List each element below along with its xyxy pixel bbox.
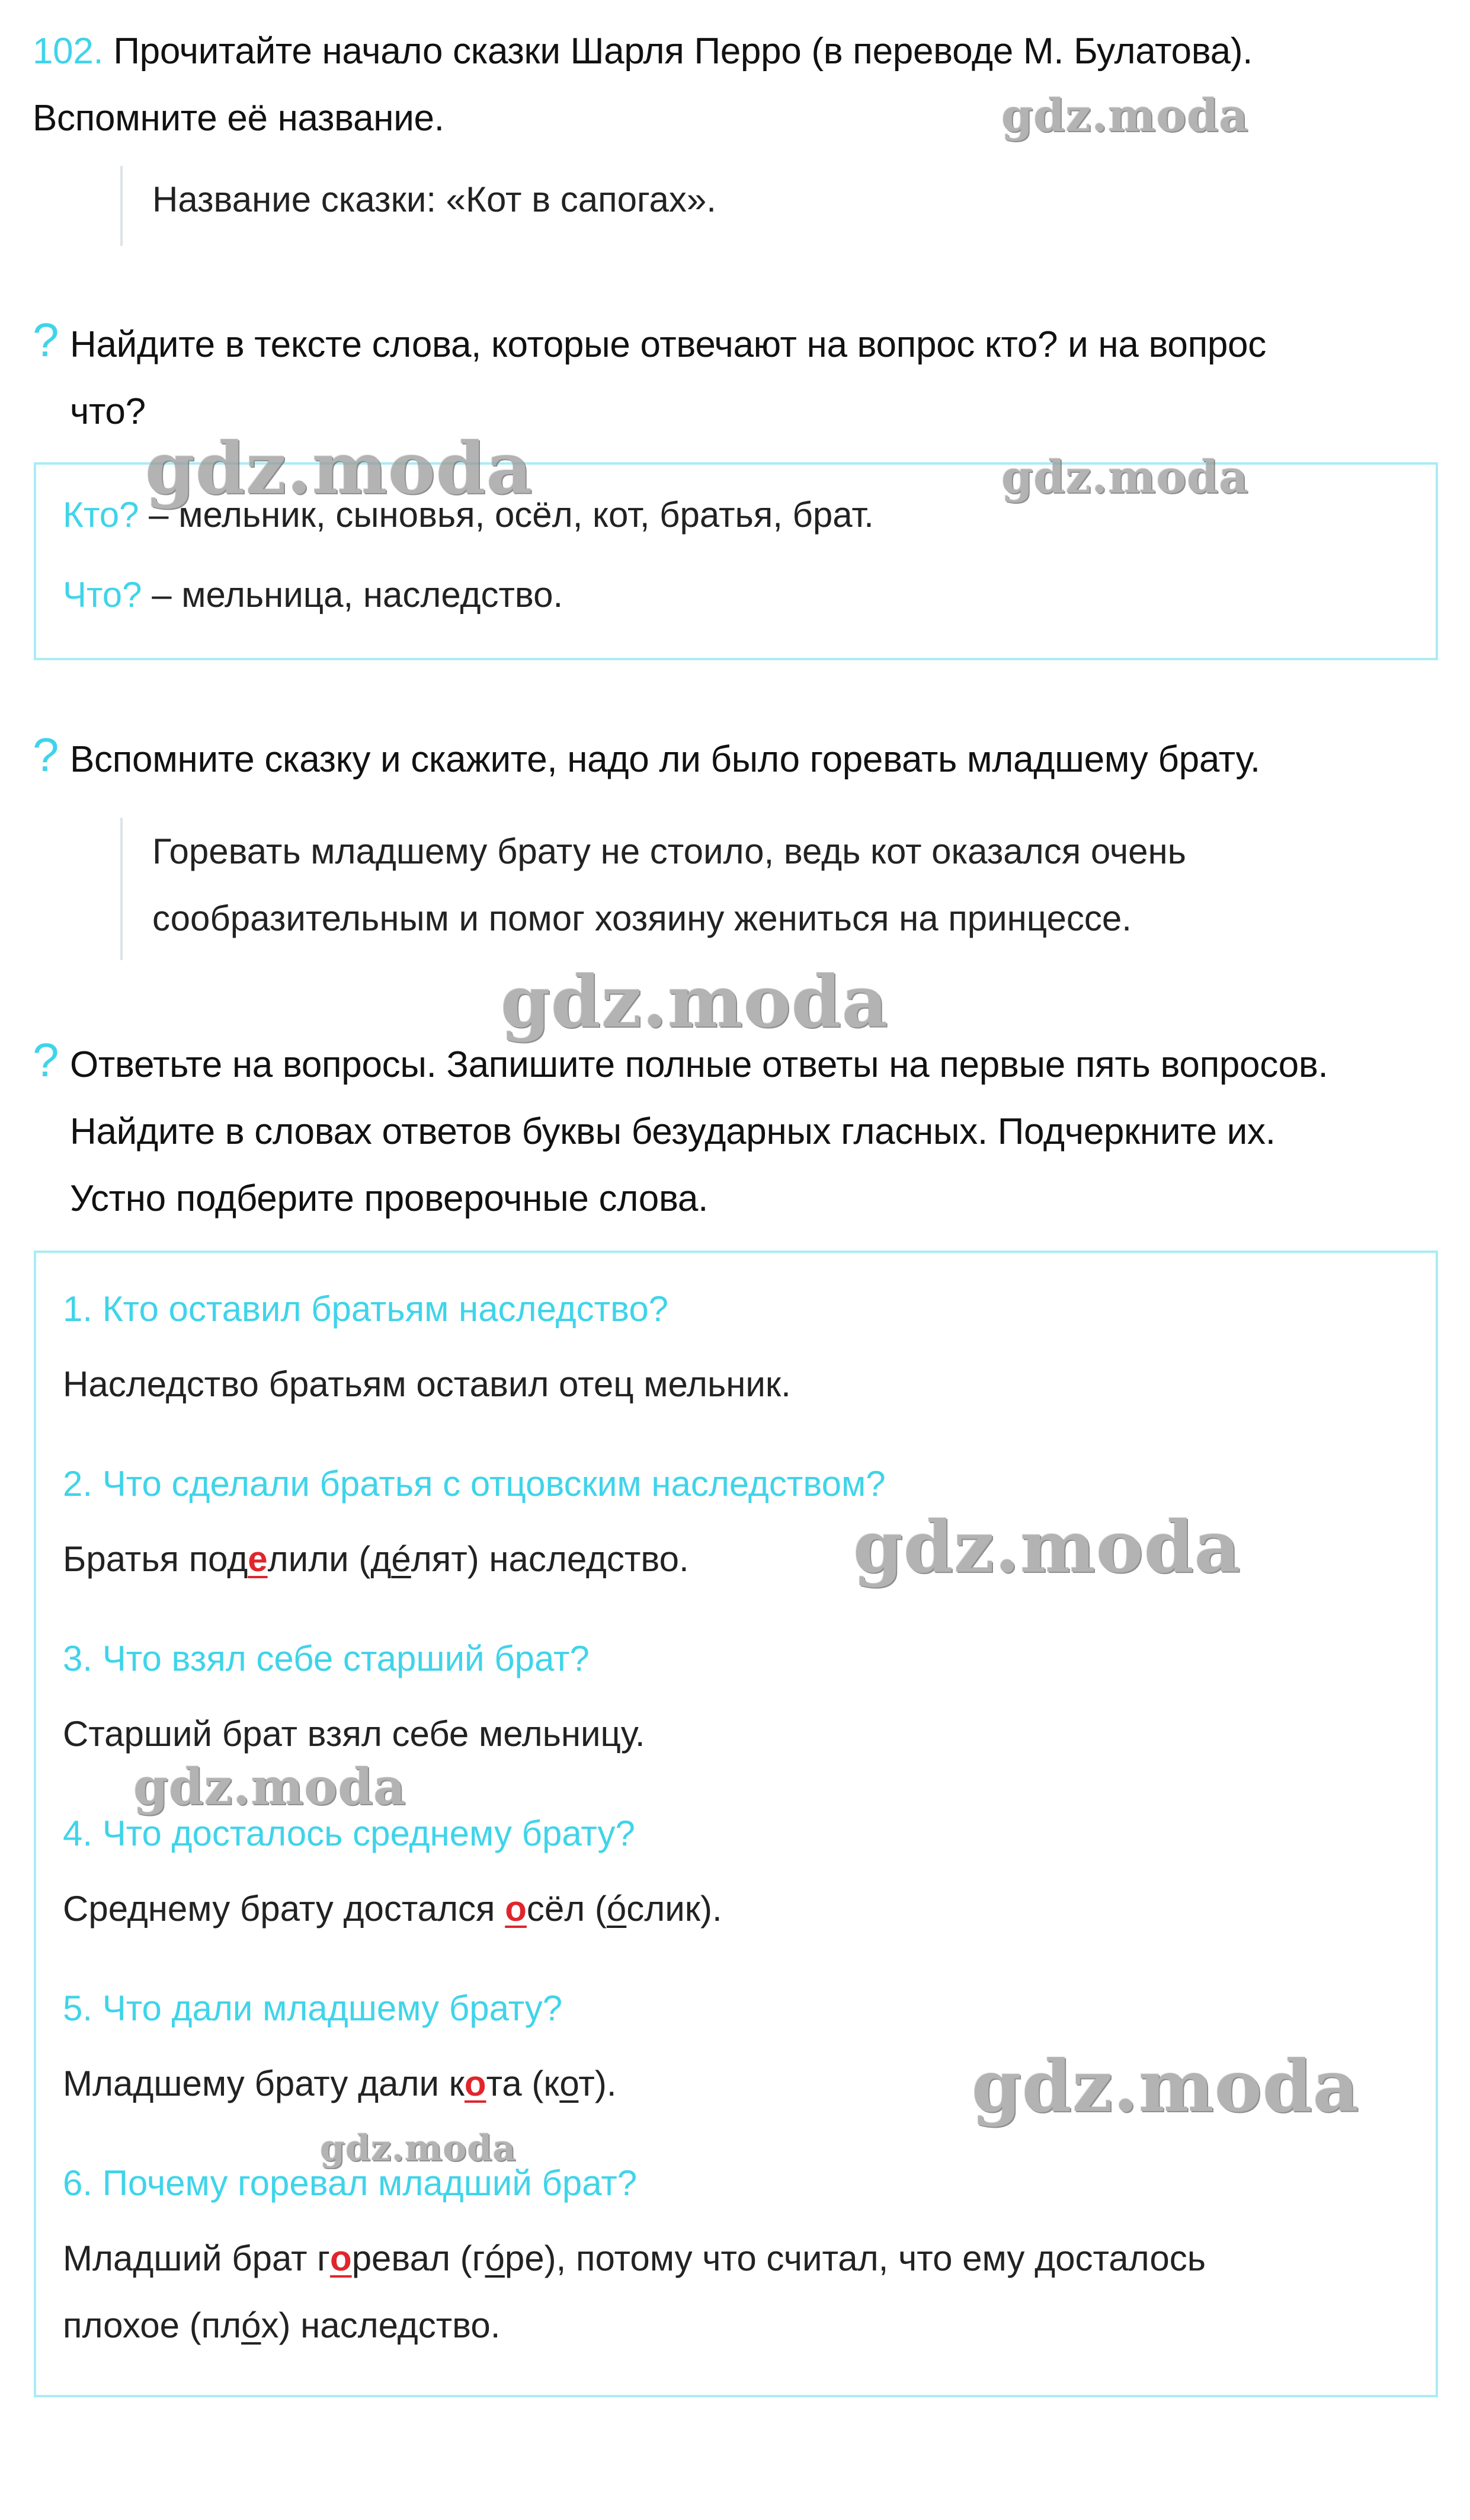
answer-2-line1: Горевать младшему брату не стоило, ведь кот оказался очень xyxy=(152,832,1186,871)
check-vowel: ó xyxy=(241,2305,261,2345)
check-vowel: é xyxy=(391,1539,411,1579)
qa-question-5: 5. Что дали младшему брату? xyxy=(63,1988,563,2028)
unstressed-vowel: о xyxy=(330,2238,352,2278)
qa-question-3: 3. Что взял себе старший брат? xyxy=(63,1639,590,1678)
answer-text: ревал (г xyxy=(351,2238,485,2278)
qa-question-6: 6. Почему горевал младший брат? xyxy=(63,2163,638,2203)
unstressed-vowel: е xyxy=(248,1539,268,1579)
check-vowel: ó xyxy=(485,2238,505,2278)
unstressed-vowel: о xyxy=(464,2064,486,2103)
unstressed-vowel: о xyxy=(505,1889,527,1929)
watermark: gdz.moda xyxy=(1001,450,1249,503)
question-3 xyxy=(0,1031,1470,1239)
answer-text: лили (д xyxy=(267,1539,392,1579)
watermark: gdz.moda xyxy=(320,2128,517,2169)
watermark: gdz.moda xyxy=(853,1505,1241,1589)
answer-title-quote xyxy=(120,166,716,246)
watermark: gdz.moda xyxy=(501,960,889,1044)
answer-2-line2: сообразительным и помог хозяину жениться на принцессе. xyxy=(152,898,1132,938)
task-text-line2: Вспомните её название. xyxy=(33,98,444,139)
qa-answer-4 xyxy=(63,1875,1390,1942)
question-1-line1: Найдите в тексте слова, которые отвечают на вопрос кто? и на вопрос xyxy=(70,324,1266,365)
question-mark-icon: ? xyxy=(33,728,59,781)
question-3-line3: Устно подберите проверочные слова. xyxy=(70,1178,709,1219)
answer-title-text: Название сказки: «Кот в сапогах». xyxy=(152,180,716,219)
answer-box-qa xyxy=(34,1251,1438,2397)
watermark: gdz.moda xyxy=(1001,89,1249,142)
qa-question-4: 4. Что досталось среднему брату? xyxy=(63,1814,635,1853)
answer-text: Младшему брату дали к xyxy=(63,2064,465,2103)
answer-text: слик). xyxy=(626,1889,722,1929)
answer-2-quote xyxy=(120,818,1186,960)
question-1-line2: что? xyxy=(70,391,146,432)
answer-text: та (к xyxy=(486,2064,560,2103)
task-text-line1: Прочитайте начало сказки Шарля Перро (в переводе М. Булатова). xyxy=(113,31,1253,72)
qa-answer-3: Старший брат взял себе мельницу. xyxy=(63,1714,645,1754)
answer-text: плохое (пл xyxy=(63,2305,242,2345)
question-3-line2: Найдите в словах ответов буквы безударных гласных. Подчеркните их. xyxy=(70,1111,1276,1152)
answer-text: Младший брат г xyxy=(63,2238,331,2278)
check-vowel: ó xyxy=(606,1889,627,1929)
question-mark-icon: ? xyxy=(33,1034,59,1086)
check-vowel: о xyxy=(559,2064,579,2103)
watermark: gdz.moda xyxy=(145,427,533,510)
watermark: gdz.moda xyxy=(133,1757,406,1816)
answer-text: Среднему брату достался xyxy=(63,1889,505,1929)
qa-question-1: 1. Кто оставил братьям наследство? xyxy=(63,1289,669,1329)
who-label: Кто? xyxy=(63,495,139,535)
answer-text: ре), потому что считал, что ему досталось xyxy=(504,2238,1206,2278)
question-2-line1: Вспомните сказку и скажите, надо ли было горевать младшему брату. xyxy=(70,739,1260,780)
watermark: gdz.moda xyxy=(972,2045,1360,2128)
question-mark-icon: ? xyxy=(33,314,59,366)
question-3-line1: Ответьте на вопросы. Запишите полные ответы на первые пять вопросов. xyxy=(70,1044,1328,1085)
qa-answer-6 xyxy=(63,2225,1390,2359)
answer-text: лят) наследство. xyxy=(411,1539,689,1579)
answer-text: сёл ( xyxy=(526,1889,607,1929)
answer-text: т). xyxy=(578,2064,617,2103)
answer-text: Братья под xyxy=(63,1539,248,1579)
who-text: – мельник, сыновья, осёл, кот, братья, брат. xyxy=(139,495,874,535)
answer-text: х) наследство. xyxy=(261,2305,501,2345)
qa-answer-1: Наследство братьям оставил отец мельник. xyxy=(63,1364,791,1404)
task-number: 102. xyxy=(33,31,104,72)
what-text: – мельница, наследство. xyxy=(142,575,563,615)
qa-question-2: 2. Что сделали братья с отцовским наследством? xyxy=(63,1464,886,1504)
what-label: Что? xyxy=(63,575,142,615)
what-row xyxy=(63,568,563,622)
question-2 xyxy=(0,726,1470,797)
